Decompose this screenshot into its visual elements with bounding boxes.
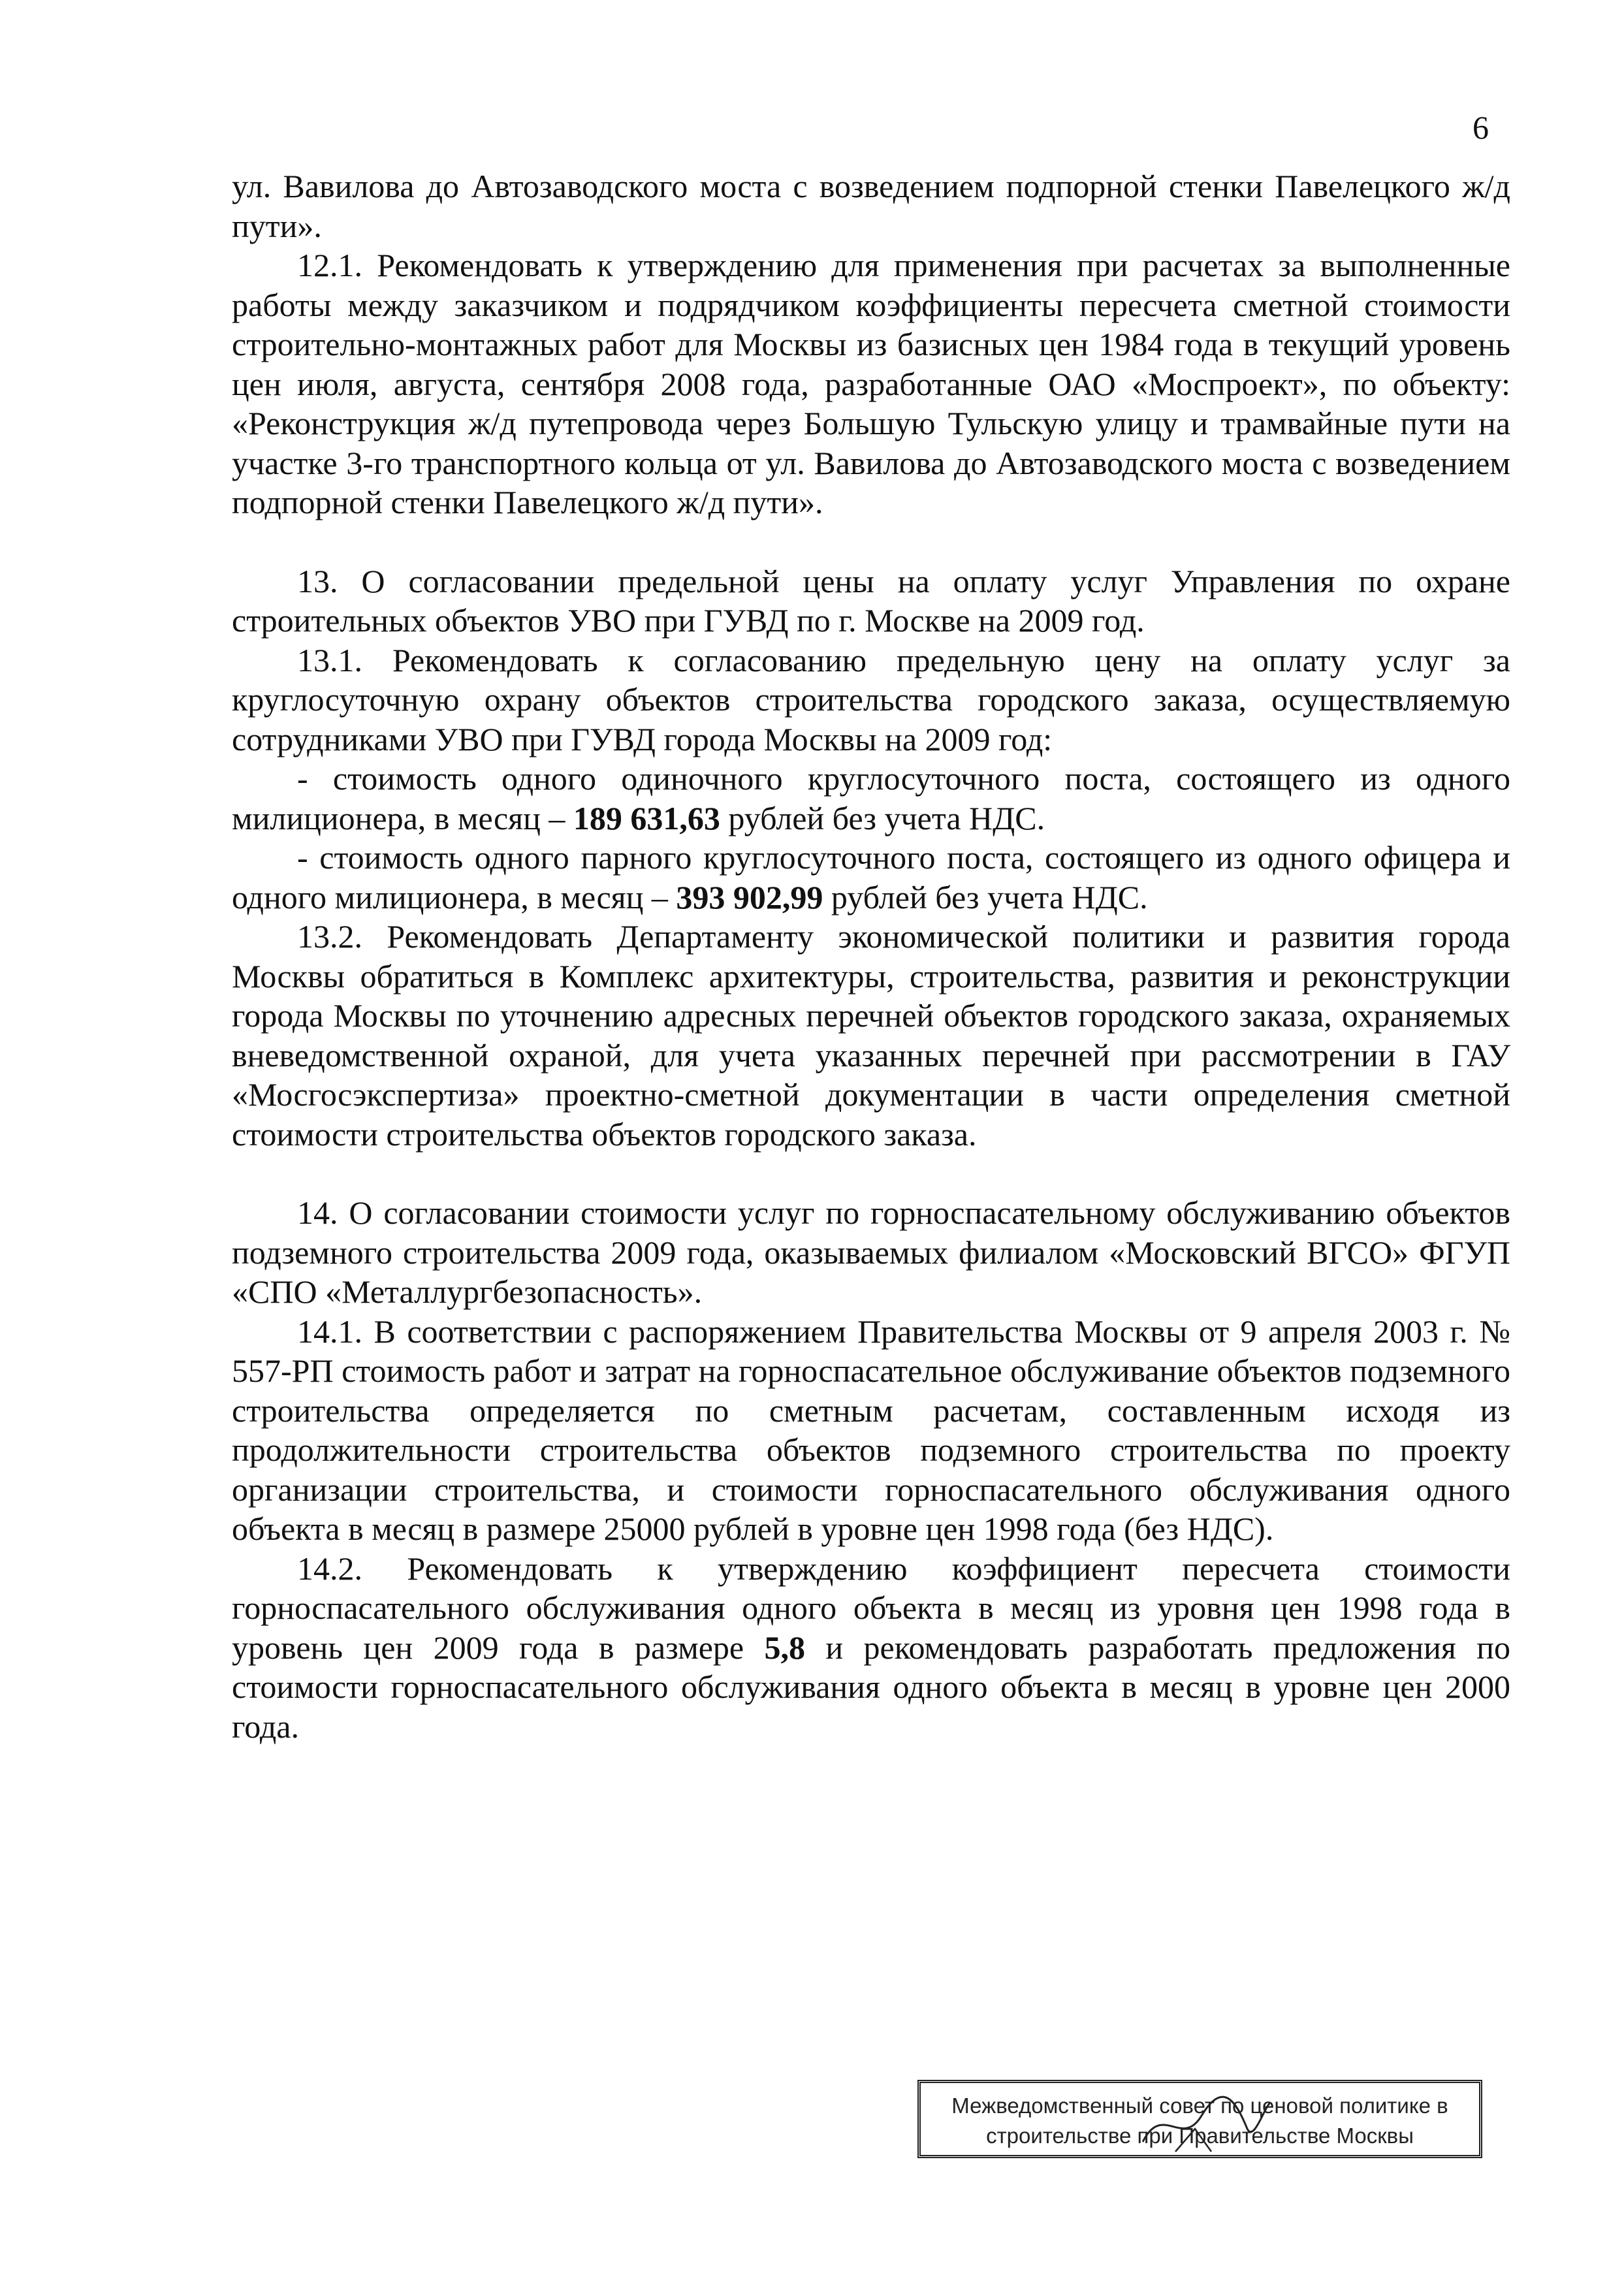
coef-value: 5,8 (764, 1629, 805, 1666)
stamp-line-2: строительстве при Правительстве Москвы (986, 2124, 1414, 2148)
paragraph-13-2: 13.2. Рекомендовать Департаменту экономической политики и развития города Москвы обратиться в Комплекс архитектуры, строительства, развития и реконструкции города Москвы по уточнению адресных перечней объектов городского заказа, охраняемых вневедомственной охраной, для учета указанных перечней при рассмотрении в ГАУ «Мосгосэкспертиза» проектно-сметной документации в части определения сметной стоимости строительства объектов городского заказа. (232, 918, 1510, 1153)
council-stamp (917, 2080, 1482, 2158)
paragraph-14-1: 14.1. В соответствии с распоряжением Правительства Москвы от 9 апреля 2003 г. № 557-РП стоимость работ и затрат на горноспасательное обслуживание объектов подземного строительства определяется по сметным расчетам, составленным исходя из продолжительности строительства объектов подземного строительства по проекту организации строительства, и стоимости горноспасательного обслуживания одного объекта в месяц в размере 25000 рублей в уровне цен 1998 года (без НДС). (232, 1313, 1510, 1547)
price-pair-suffix: рублей без учета НДС. (823, 878, 1148, 916)
page-number: 6 (1473, 109, 1489, 146)
paragraph-12-1: 12.1. Рекомендовать к утверждению для применения при расчетах за выполненные работы между заказчиком и подрядчиком коэффициенты пересчета сметной стоимости строительно-монтажных работ для Москвы из базисных цен 1984 года в текущий уровень цен июля, августа, сентября 2008 года, разработанные ОАО «Моспроект», по объекту: «Реконструкция ж/д путепровода через Большую Тульскую улицу и трамвайные пути на участке 3-го транспортного кольца от ул. Вавилова до Автозаводского моста с возведением подпорной стенки Павелецкого ж/д пути». (232, 247, 1510, 520)
coef-text: 14.2. Рекомендовать к утверждению коэффициент пересчета стоимости горноспасательного обслуживания одного объекта в месяц из уровня цен 1998 года в уровень цен 2009 года в размере (232, 1550, 1510, 1666)
section-13-heading: 13. О согласовании предельной цены на оплату услуг Управления по охране строительных объектов УВО при ГУВД по г. Москве на 2009 год. (232, 562, 1510, 639)
price-single-text: - стоимость одного одиночного круглосуточного поста, состоящего из одного милиционера, в месяц – (232, 760, 1510, 836)
section-14-heading: 14. О согласовании стоимости услуг по горноспасательному обслуживанию объектов подземного строительства 2009 года, оказываемых филиалом «Московский ВГСО» ФГУП «СПО «Металлургбезопасность». (232, 1194, 1510, 1310)
stamp-line-1: Межведомственный совет по ценовой политике в (951, 2094, 1448, 2118)
price-item-pair-post (232, 838, 1510, 917)
paragraph-continuation: ул. Вавилова до Автозаводского моста с возведением подпорной стенки Павелецкого ж/д пути». (232, 168, 1510, 244)
coef-suffix: и рекомендовать разработать предложения по стоимости горноспасательного обслуживания одного объекта в месяц в уровне цен 2000 года. (232, 1629, 1510, 1745)
price-pair-text: - стоимость одного парного круглосуточного поста, состоящего из одного офицера и одного милиционера, в месяц – (232, 839, 1510, 916)
paragraph-13-1: 13.1. Рекомендовать к согласованию предельную цену на оплату услуг за круглосуточную охрану объектов строительства городского заказа, осуществляемую сотрудниками УВО при ГУВД города Москвы на 2009 год: (232, 641, 1510, 757)
paragraph-14-2 (232, 1549, 1510, 1747)
signature-icon (1136, 2090, 1273, 2155)
price-single-suffix: рублей без учета НДС. (720, 799, 1045, 836)
price-item-single-post (232, 759, 1510, 838)
price-pair-value: 393 902,99 (676, 878, 823, 916)
document-body (232, 167, 1510, 1746)
price-single-value: 189 631,63 (573, 799, 720, 836)
